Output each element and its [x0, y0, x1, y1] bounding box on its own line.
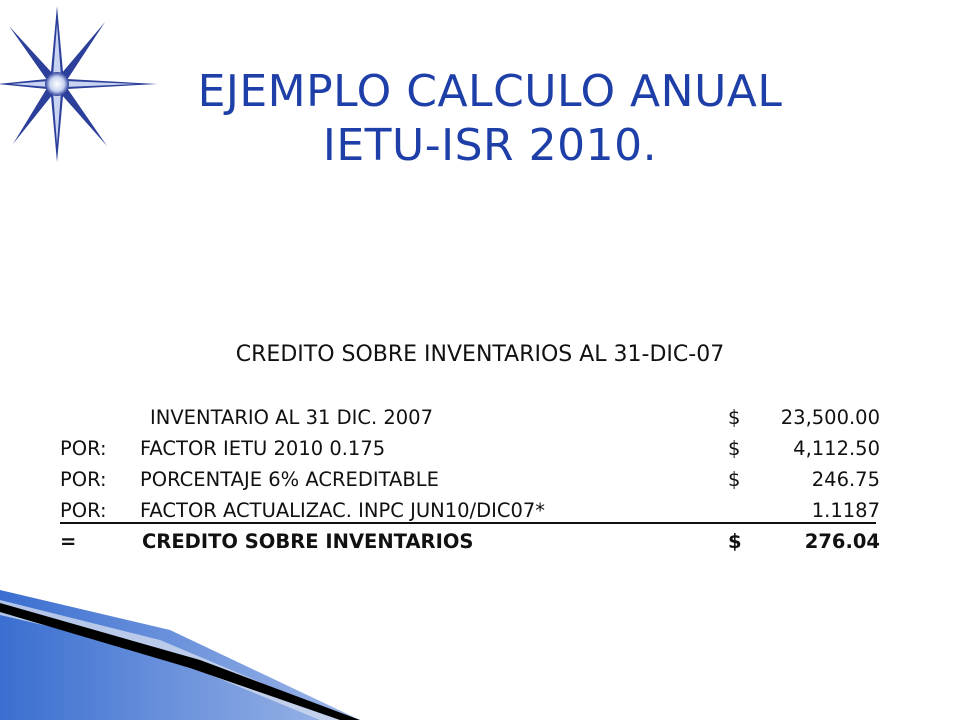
row-value: 246.75 — [811, 468, 880, 491]
calc-row-underlined — [60, 499, 890, 530]
row-label: INVENTARIO AL 31 DIC. 2007 — [150, 406, 433, 429]
row-prefix: POR: — [60, 437, 107, 460]
row-label: CREDITO SOBRE INVENTARIOS — [142, 530, 474, 553]
row-label: PORCENTAJE 6% ACREDITABLE — [140, 468, 439, 491]
calc-row — [60, 468, 890, 499]
calc-row — [60, 437, 890, 468]
row-currency: $ — [728, 468, 741, 491]
row-currency: $ — [728, 406, 741, 429]
row-label: FACTOR ACTUALIZAC. INPC JUN10/DIC07* — [140, 499, 546, 522]
row-currency: $ — [728, 530, 742, 553]
row-label: FACTOR IETU 2010 0.175 — [140, 437, 386, 460]
row-currency: $ — [728, 437, 741, 460]
row-prefix: POR: — [60, 468, 107, 491]
calculation-table — [60, 406, 890, 561]
calc-row-total — [60, 530, 890, 561]
subtitle: CREDITO SOBRE INVENTARIOS AL 31-DIC-07 — [235, 342, 725, 367]
title-line-1: EJEMPLO CALCULO ANUAL — [197, 66, 783, 117]
row-prefix: POR: — [60, 499, 107, 522]
row-value: 276.04 — [804, 530, 880, 553]
title-line-2: IETU-ISR 2010. — [322, 120, 658, 171]
row-value: 4,112.50 — [793, 437, 880, 460]
row-prefix: = — [60, 530, 77, 553]
total-divider — [60, 522, 876, 524]
row-value: 1.1187 — [811, 499, 880, 522]
calc-row — [60, 406, 890, 437]
row-value: 23,500.00 — [780, 406, 880, 429]
